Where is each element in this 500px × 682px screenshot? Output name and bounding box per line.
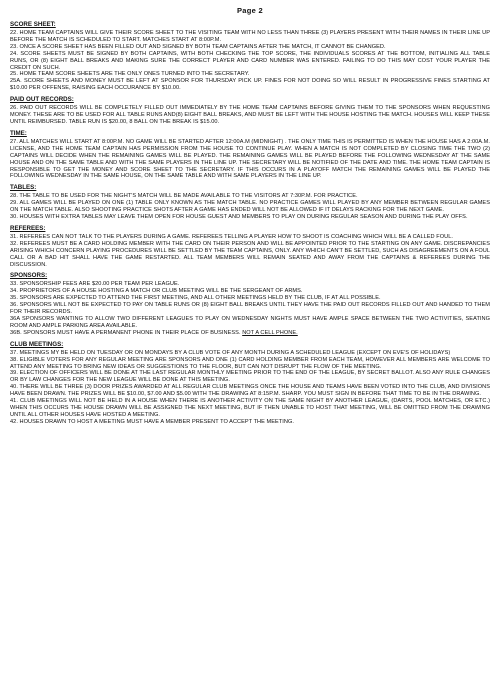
rule-36a: 36A SPONSORS WANTING TO ALLOW TWO DIFFERENT LEAGUES TO PLAY ON WEDNESDAY NIGHTS MUST HAVE AMPLE SPACE BETWEEN THE TWO ACTIVITIES, SEATING ROOM AND AMPLE PARKING AREA AVAILABLE.	[10, 316, 490, 329]
rule-35: 35. SPONSORS ARE EXPECTED TO ATTEND THE FIRST MEETING, AND ALL OTHER MEETINGS HELD BY THE CLUB, IF AT ALL POSSIBLE.	[10, 295, 381, 302]
rule-28: 28. THE TABLE TO BE USED FOR THE NIGHT'S MATCH WILL BE MADE AVAILABLE TO THE VISITORS AT 7:30P.M. FOR PRACTICE.	[10, 193, 358, 200]
section-title: TABLES:	[10, 184, 37, 192]
section-title: CLUB MEETINGS:	[10, 340, 64, 348]
rule-22: 22. HOME TEAM CAPTAINS WILL GIVE THEIR SCORE SHEET TO THE VISITING TEAM WITH NO LESS THAN THREE (3) PLAYERS PRESENT WITH THEIR NAMES IN THEIR LINE UP BEFORE THE MATCH IS SCHEDULED TO START. MATCHES START AT 8:00P.M.	[10, 30, 490, 43]
rule-27: 27. ALL MATCHES WILL START AT 8:00P.M. NO GAME WILL BE STARTED AFTER 12:00A.M (MIDNIGHT) . THE ONLY TIME THIS IS PERMITTED IS WHEN THE HOUSE HAS A 2:00A.M. LICENSE, AND THE HOME TEAM CAPTAIN HAS PERMISSION FROM THE HOUSE TO CONTINUE PLAY. WHEN A MATCH IS NOT COMPLETED BY CLOSING TIME THE TWO (2) CAPTAINS WILL DECIDE WHEN THE REMAINING GAMES WILL BE PLAYED. THE REMAINING GAMES WILL BE PLAYED BEFORE THE FOLLOWING WEDNESDAY AT THE SAME HOUSE AND ON THE SAME TABLE AND WITH THE SAME PLAYERS IN THE LINE UP. THE SECRETARY WILL BE NOTIFIED OF THE DATE AND TIME. THE HOME TEAM CAPTAIN IS RESPONSIBLE TO GET THE MONEY AND SCORE SHEET TO THE SECRETARY. IF THIS OCCURS IN A PLAYOFF MATCH THE REMAINING GAMES WILL BE PLAYED THE FOLLOWING WEDNESDAY IN THE SAME HOUSE, ON THE SAME TABLE AND WITH SAME PLAYERS IN THE LINE UP.	[10, 138, 490, 180]
rule-39: 39. ELECTION OF OFFICERS WILL BE DONE AT THE LAST REGULAR MONTHLY MEETING PRIOR TO THE END OF THE LEAGUE, BY SECRET BALLOT. ALSO ANY RULE CHANGES OR BY LAW CHANGES FOR THE NEW LEAGUE WILL BE DONE AT THIS MEETING.	[10, 370, 490, 384]
rule-36b	[10, 330, 490, 337]
page-number: Page 2	[237, 6, 263, 15]
section-tables	[10, 184, 490, 221]
rule-25a: 25A. SCORE SHEETS AND MONEY MUST BE LEFT AT SPONSOR FOR THURSDAY PICK UP. FINES FOR NOT DOING SO WILL RESULT IN PROGRESSIVE FINES STARTING AT $10.00 PER OFFENSE, RAISING EACH OCCURANCE BY $10.00.	[10, 78, 490, 92]
rule-42: 42. HOUSES DRAWN TO HOST A MEETING MUST HAVE A MEMBER PRESENT TO ACCEPT THE MEETING.	[10, 418, 294, 425]
rule-38: 38. ELIGIBLE VOTERS FOR ANY REGULAR MEETING ARE SPONSORS AND ONE (1) CARD HOLDING MEMBER FROM EACH TEAM, HOWEVER ALL MEMBERS ARE WELCOME TO ATTEND ANY MEETING TO BRING NEW IDEAS OR SUGGESTIONS TO THE FLOOR, BUT CAN NOT DISRUPT THE FLOW OF THE MEETING.	[10, 356, 490, 370]
rule-36b-text: 36B. SPONSORS MUST HAVE A PERMANENT PHONE IN THEIR PLACE OF BUSINESS.	[10, 329, 241, 336]
section-score-sheet	[10, 21, 490, 92]
rule-34: 34. PROPRIETORS OF A HOUSE HOSTING A MATCH OR CLUB MEETING WILL BE THE SERGEANT OF ARMS.	[10, 288, 303, 295]
rule-36b-emphasis: NOT A CELL PHONE.	[242, 329, 298, 336]
section-title: TIME:	[10, 129, 27, 137]
rule-37: 37. MEETINGS MY BE HELD ON TUESDAY OR ON MONDAYS BY A CLUB VOTE OF ANY MONTH DURING A SCHEDULED LEAGUE (EXCEPT ON EVE'S OF HOLIDAYS)	[10, 349, 451, 356]
section-referees	[10, 225, 490, 269]
section-time	[10, 130, 490, 180]
rule-32: 32. REFEREES MUST BE A CARD HOLDING MEMBER WITH THE CARD ON THEIR PERSON AND WILL BE APPOINTED PRIOR TO THE STARTING ON ANY GAME. DISCREPANCIES ARISING WHICH CONCERN PLAYING PROCEDURES WILL BE SETTLED BY THE TEAM CAPTAINS, ONLY. ANY WHICH CAN'T BE SETTLED, SUCH AS DISAGREEMENTS ON A FOUL CALL OR A BAD HIT SHALL HAVE THE GAME RESTARTED. ALL TEAM MEMBERS WILL REMAIN SEATED AND AWAY FROM THE CAPTAINS & REFEREES DURING THE DISCUSSION.	[10, 240, 490, 268]
section-club-meetings	[10, 341, 490, 426]
rule-41: 41. CLUB MEETINGS WILL NOT BE HELD IN A HOUSE WHEN THERE IS ANOTHER ACTIVITY ON THE SAME NIGHT BY ANOTHER LEAGUE, (DARTS, POOL MATCHES, OR ETC.) WHEN THIS OCCURS THE HOUSE DRAWN WILL BE ASSIGNED THE NEXT MEETING, BUT IF THEN UNABLE TO HOST THAT MEETING, WILL BE OMITTED FROM THE DRAWING UNTIL ALL OTHER HOUSES HAVE HOSTED A MEETING.	[10, 398, 490, 418]
section-title: PAID OUT RECORDS:	[10, 96, 74, 104]
section-title: REFEREES:	[10, 224, 46, 232]
rule-40: 40. THERE WILL BE THREE (3) DOOR PRIZES AWARDED AT ALL REGULAR CLUB MEETINGS ONCE THE HOUSE AND TEAMS HAVE BEEN VOTED INTO THE CLUB, AND DIVISIONS HAVE BEEN DRAWN. THE PRIZES WILL BE $10.00, $7.00 AND $5.00 WITH THE DRAWING AT 8:15P.M. SHARP. YOU MUST SIGN IN BEFORE THAT TIME TO BE IN THE DRAWING.	[10, 384, 490, 398]
rule-25: 25. HOME TEAM SCORE SHEETS ARE THE ONLY ONES TURNED INTO THE SECRETARY.	[10, 71, 250, 78]
section-title: SPONSORS:	[10, 272, 48, 280]
section-sponsors	[10, 272, 490, 336]
rule-23: 23. ONCE A SCORE SHEET HAS BEEN FILLED OUT AND SIGNED BY BOTH TEAM CAPTAINS AFTER THE MATCH, IT CANNOT BE CHANGED.	[10, 43, 386, 50]
rule-26: 26. PAID OUT RECORDS WILL BE COMPLETELY FILLED OUT IMMEDIATELY BY THE HOME TEAM CAPTAINS BEFORE GIVING THEM TO THE SPONSORS WHEN REQUESTING MONEY. THESE ARE TO BE USED FOR ALL TABLE RUNS AND(8) EIGHT BALL BREAKS, AND MUST BE LEFT WITH THE HOUSE HOSTING THE MATCH. HOUSES WILL KEEP THESE UNTIL REIMBURSED. TABLE RUN IS $20.00, 8 BALL ON THE BREAK IS $15.00.	[10, 105, 490, 125]
rule-33: 33. SPONSORSHIP FEES ARE $20.00 PER TEAM PER LEAGUE.	[10, 281, 180, 288]
rule-29: 29. ALL GAMES WILL BE PLAYED ON ONE (1) TABLE ONLY KNOWN AS THE MATCH TABLE. NO PRACTICE GAMES WILL PLAYED BY ANY MEMBER BETWEEN REGULAR GAMES ON THE MATCH TABLE. ALSO SHOOTING PRACTICE SHOTS AFTER A GAME HAS ENDED WILL NOT BE ALLOWED IF IT DELAYS RACKING FOR THE NEXT GAME.	[10, 200, 490, 214]
section-paid-out-records	[10, 96, 490, 126]
rule-30: 30. HOUSES WITH EXTRA TABLES MAY LEAVE THEM OPEN FOR HOUSE GUEST AND MEMBERS TO PLAY ON DURING REGULAR SEASON AND DURING THE PLAY OFFS.	[10, 214, 468, 221]
rule-31: 31. REFEREES CAN NOT TALK TO THE PLAYERS DURING A GAME. REFEREES TELLING A PLAYER HOW TO SHOOT IS COACHING WHICH WILL BE A CALLED FOUL.	[10, 233, 453, 240]
rule-24: 24. SCORE SHEETS MUST BE SIGNED BY BOTH CAPTAINS, WITH BOTH CHECKING THE TOP SCORE, THE INDIVIDUALS SCORES AT THE BOTTOM, INITIALING ALL TABLE RUNS, OR (8) EIGHT BALL BREAKS AND MAKING SURE THE CORRECT PLAYER AND CARD NUMBER WAS ENTERED. FAILING TO DO THIS MAY COST YOUR PLAYER THE CREDIT ON SUCH.	[10, 50, 490, 71]
section-title: SCORE SHEET:	[10, 21, 56, 28]
rule-36: 36. SPONSORS WILL NOT BE EXPECTED TO PAY ON TABLE RUNS OR (8) EIGHT BALL BREAKS UNTIL THEY HAVE THE PAID OUT RECORDS FILLED OUT AND HANDED TO THEM FOR THEIR RECORDS.	[10, 302, 490, 316]
